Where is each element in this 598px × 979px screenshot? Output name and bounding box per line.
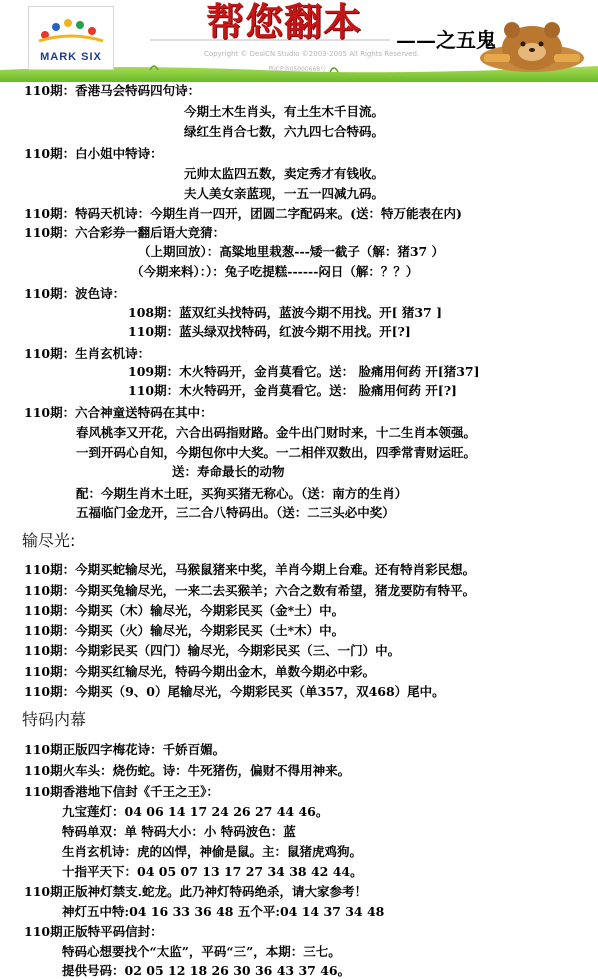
inside-detail-line: 特码单双：单 特码大小：小 特码波色：蓝	[62, 824, 296, 839]
article-body	[0, 82, 598, 979]
section-heading-inside-story: 特码内幕	[22, 710, 87, 729]
verse-line: 元帅太监四五数，卖定秀才有钱收。	[184, 166, 385, 181]
verse-heading: 110期：六合彩券一翻后语大竞猜：	[24, 225, 226, 240]
inside-line: 110期正版神灯禁支.蛇龙。此乃神灯特码绝杀，请大家参考！	[24, 884, 367, 899]
inside-line: 110期火车头：烧伤蛇。诗：牛死猪伤，偏财不得用神来。	[24, 763, 351, 778]
riddle-line: （上期回放）：高粱地里栽葱---矮一截子（解：猪37 ）	[138, 244, 445, 259]
mark-six-logo	[28, 6, 114, 70]
page-header	[0, 0, 598, 82]
inside-detail-line: 神灯五中特:04 16 33 36 48 五个平:04 14 37 34 48	[62, 904, 385, 919]
verse-heading: 110期：六合神童送特码在其中：	[24, 405, 213, 420]
verse-heading: 110期：特码天机诗：今期生肖一四开，团圆二字配码来。(送：特万能表在内)	[24, 206, 462, 221]
lose-line: 110期：今期彩民买（四门）输尽光，今期彩民买（三、一门）中。	[24, 643, 401, 658]
page-title: 帮您翻本	[206, 0, 363, 44]
bear-mascot-icon	[470, 14, 590, 76]
inside-line: 110期香港地下信封《千王之王》：	[24, 784, 219, 799]
zodiac-line: 110期：木火特码开，金肖莫看它。送： 脸痛用何药 开[?]	[128, 383, 457, 398]
lose-line: 110期：今期买（木）输尽光，今期彩民买（金*土）中。	[24, 603, 345, 618]
verse-heading: 110期：波色诗：	[24, 286, 126, 301]
verse-heading: 110期：白小姐中特诗：	[24, 146, 163, 161]
author-label: ——之五鬼	[396, 28, 496, 52]
wave-line: 108期：蓝双红头找特码，蓝波今期不用找。开[ 猪37 ]	[128, 305, 443, 320]
verse-line: 配：今期生肖木土旺，买狗买猪无称心。（送：南方的生肖）	[76, 486, 408, 501]
logo-text: MARK SIX	[40, 51, 102, 63]
verse-line: 春风桃李又开花，六合出码指财路。金牛出门财时来，十二生肖本领强。	[76, 425, 477, 440]
riddle-line: （今期来料）：）：兔子吃提糕------闷日（解：？？）	[131, 264, 419, 279]
inside-detail-line: 十指平天下：04 05 07 13 17 27 34 38 42 44。	[62, 864, 363, 879]
inside-detail-line: 特码心想要找个“太监”，平码“三”，本期：三七。	[62, 944, 341, 959]
zodiac-line: 109期：木火特码开，金肖莫看它。送： 脸痛用何药 开[猪37]	[128, 364, 480, 379]
verse-line: 五福临门金龙开，三二合八特码出。（送：二三头必中奖）	[76, 505, 395, 520]
wave-line: 110期：蓝头绿双找特码，红波今期不用找。开[?]	[128, 324, 411, 339]
inside-detail-line: 九宝莲灯：04 06 14 17 24 26 27 44 46。	[62, 804, 329, 819]
inside-line: 110期正版特平码信封：	[24, 924, 163, 939]
verse-line: 绿红生肖合七数，六九四七合特码。	[184, 124, 385, 139]
lose-line: 110期：今期买红输尽光，特码今期出金木，单数今期必中彩。	[24, 664, 376, 679]
verse-line: 今期土木生肖头，有土生木千目流。	[184, 104, 385, 119]
verse-line: 送：寿命最长的动物	[172, 464, 285, 479]
section-heading-lose-all: 输尽光:	[22, 531, 76, 550]
lose-line: 110期：今期买（9、0）尾输尽光，今期彩民买（单357，双468）尾中。	[24, 684, 445, 699]
inside-line: 110期正版四字梅花诗：千娇百媚。	[24, 742, 226, 757]
lose-line: 110期：今期买（火）输尽光，今期彩民买（土*木）中。	[24, 623, 345, 638]
verse-heading: 110期：生肖玄机诗：	[24, 346, 151, 361]
inside-detail-line: 生肖玄机诗：虎的凶悍，神偷是鼠。主：鼠猪虎鸡狗。	[62, 844, 363, 859]
verse-line: 夫人美女亲蓝现，一五一四减九码。	[184, 186, 385, 201]
icp-number: 粤ICP备05000668号	[268, 66, 327, 73]
verse-line: 一到开码心自知，今期包你中大奖。一二相伴双数出，四季常青财运旺。	[76, 445, 477, 460]
copyright-text: Copyright © DesiCN Studio ©2003-2005 All Rights Reserved.	[204, 50, 420, 58]
lottery-balls-icon	[35, 15, 107, 45]
verse-heading: 110期：香港马会特码四句诗：	[24, 83, 201, 98]
inside-detail-line: 提供号码：02 05 12 18 26 30 36 43 37 46。	[62, 963, 351, 978]
lose-line: 110期：今期买兔输尽光，一来二去买猴羊；六合之数有希望，猪龙要防有特平。	[24, 583, 476, 598]
lose-line: 110期：今期买蛇输尽光，马猴鼠猪来中奖，羊肖今期上台难。还有特肖彩民想。	[24, 562, 476, 577]
